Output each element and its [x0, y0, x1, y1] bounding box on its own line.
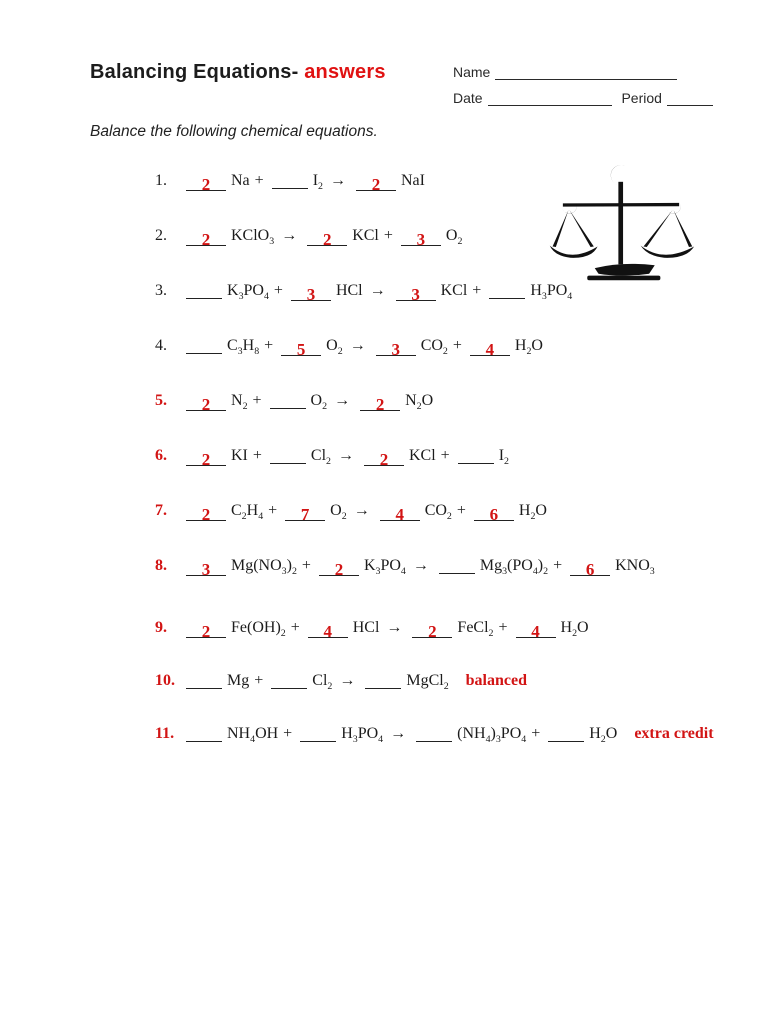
answer-blank: [416, 725, 452, 742]
subscript: 2: [530, 511, 536, 523]
subscript: 3: [352, 734, 358, 746]
answer-blank: [360, 394, 400, 414]
answer-value: 3: [391, 340, 400, 359]
instruction-text: Balance the following chemical equations.: [90, 123, 378, 140]
name-blank-line: [495, 79, 677, 80]
subscript: 3: [502, 566, 508, 578]
answer-blank: [186, 559, 226, 579]
answer-value: 3: [416, 230, 426, 249]
subscript: 4: [263, 291, 269, 303]
subscript: 2: [322, 401, 328, 413]
subscript: 4: [521, 734, 527, 746]
answer-blank: [458, 447, 494, 464]
answer-blank: [281, 339, 321, 359]
chemical-formula: $C_2H_4$: [231, 502, 264, 523]
chemical-formula: $N_2O$: [405, 392, 434, 413]
page-title: [90, 61, 386, 84]
arrow-operator: →: [339, 672, 356, 689]
chemical-formula: KCl: [352, 227, 379, 244]
plus-operator: +: [273, 282, 283, 299]
chemical-formula: $K_3PO_4$: [363, 557, 406, 578]
equation-number: 4.: [155, 337, 167, 354]
subscript: 2: [416, 401, 422, 413]
answer-blank: [186, 449, 226, 469]
subscript: 3: [375, 566, 381, 578]
plus-operator: +: [456, 502, 466, 519]
chemical-formula: $H_2O$: [518, 502, 547, 523]
plus-operator: +: [290, 619, 300, 636]
answer-value: 2: [201, 230, 211, 249]
subscript: 2: [446, 511, 452, 523]
answer-blank: [365, 672, 401, 689]
answer-blank: [412, 621, 452, 641]
answer-blank: [186, 504, 226, 524]
answer-blank: [364, 449, 404, 469]
date-period-row: [453, 90, 719, 116]
answer-blank: [308, 621, 348, 641]
plus-operator: +: [252, 392, 262, 409]
chemical-formula: $H_3PO_4$: [341, 725, 384, 746]
equation-row: [155, 670, 715, 692]
plus-operator: +: [472, 282, 482, 299]
name-row: [453, 64, 719, 90]
equation-body: [182, 280, 573, 302]
plus-operator: +: [452, 337, 462, 354]
answer-blank: [186, 337, 222, 354]
answer-blank: [271, 672, 307, 689]
plus-operator: +: [440, 447, 450, 464]
chemical-formula: HCl: [352, 619, 380, 636]
answer-blank: [470, 339, 510, 359]
answer-blank: [186, 282, 222, 299]
answer-blank: [376, 339, 416, 359]
chemical-formula: KCl: [409, 447, 436, 464]
chemical-formula: Mg: [227, 672, 250, 689]
answer-blank: [272, 172, 308, 189]
equation-row: [155, 500, 715, 522]
plus-operator: +: [268, 502, 278, 519]
equation-row: [155, 617, 715, 639]
equation-body: [182, 335, 544, 357]
answer-blank: [489, 282, 525, 299]
subscript: 4: [258, 511, 264, 523]
equation-row: [155, 445, 715, 467]
answer-value: 2: [322, 230, 332, 249]
equation-number: 11.: [155, 725, 175, 742]
answer-blank: [270, 447, 306, 464]
subscript: 3: [238, 291, 244, 303]
equation-body: [182, 500, 548, 522]
subscript: 2: [600, 734, 606, 746]
equation-body: [182, 225, 463, 247]
equation-body: [182, 445, 510, 467]
answer-value: 3: [201, 560, 211, 579]
equation-number: 9.: [155, 619, 167, 636]
subscript: 2: [337, 346, 343, 358]
chemical-formula: KClO$_3$: [231, 227, 275, 248]
equation-row: [155, 335, 715, 357]
plus-operator: +: [254, 172, 264, 189]
date-label: Date: [453, 90, 483, 106]
subscript: 2: [543, 566, 549, 578]
subscript: 4: [485, 734, 491, 746]
subscript: 3: [237, 346, 243, 358]
arrow-operator: →: [369, 282, 386, 299]
equation-note: extra credit: [634, 725, 714, 742]
equation-number: 10.: [155, 672, 175, 689]
equation-row: [155, 225, 715, 247]
arrow-operator: →: [390, 725, 407, 742]
subscript: 3: [649, 566, 655, 578]
chemical-formula: $I_2$: [498, 447, 509, 468]
answer-blank: [291, 284, 331, 304]
equation-note: balanced: [465, 672, 527, 689]
equation-body: [182, 555, 656, 577]
chemical-formula: $Mg(NO_3)_2$: [231, 557, 297, 578]
equation-body: [182, 390, 434, 412]
subscript: 2: [526, 346, 532, 358]
subscript: 4: [567, 291, 573, 303]
equation-body: [182, 617, 590, 639]
equation-number: 3.: [155, 282, 167, 299]
arrow-operator: →: [412, 557, 429, 574]
subscript: 2: [327, 681, 333, 693]
subscript: 2: [242, 401, 248, 413]
equation-body: [182, 723, 714, 745]
answer-blank: [396, 284, 436, 304]
equation-row: [155, 170, 715, 192]
subscript: 4: [378, 734, 384, 746]
name-label: Name: [453, 64, 491, 80]
chemical-formula: $H_2O$: [560, 619, 589, 640]
equation-number: 6.: [155, 447, 167, 464]
subscript: 4: [532, 566, 538, 578]
chemical-formula: $Cl_2$: [312, 672, 333, 693]
subscript: 3: [281, 566, 287, 578]
answer-blank: [570, 559, 610, 579]
answer-value: 4: [323, 622, 332, 641]
answer-blank: [307, 229, 347, 249]
equation-number: 8.: [155, 557, 167, 574]
plus-operator: +: [254, 672, 264, 689]
subscript: 2: [488, 628, 494, 640]
answer-blank: [285, 504, 325, 524]
chemical-formula: $N_2$: [231, 392, 248, 413]
answer-blank: [186, 672, 222, 689]
answer-blank: [401, 229, 441, 249]
chemical-formula: $K_3PO_4$: [227, 282, 269, 303]
arrow-operator: →: [349, 337, 366, 354]
answer-value: 5: [296, 340, 306, 359]
subscript: 2: [457, 236, 463, 248]
answer-value: 2: [201, 175, 211, 194]
chemical-formula: $CO_2$: [420, 337, 448, 358]
subscript: 3: [495, 734, 501, 746]
answer-blank: [186, 621, 226, 641]
page-title-main: Balancing Equations-: [90, 61, 299, 83]
subscript: 2: [504, 456, 509, 468]
chemical-formula: NaI: [400, 172, 425, 189]
answer-value: 2: [379, 450, 389, 469]
answer-value: 4: [395, 505, 404, 524]
arrow-operator: →: [281, 227, 298, 244]
period-blank-line: [667, 105, 713, 106]
plus-operator: +: [301, 557, 311, 574]
answer-blank: [319, 559, 359, 579]
chemical-formula: HCl: [335, 282, 363, 299]
answer-value: 3: [306, 285, 316, 304]
chemical-formula: $C_3H_8$: [227, 337, 260, 358]
chemical-formula: $H_3PO_4$: [530, 282, 573, 303]
answer-value: 2: [371, 175, 381, 194]
answer-value: 2: [201, 505, 211, 524]
arrow-operator: →: [386, 619, 403, 636]
chemical-formula: $(NH_4)_3PO_4$: [457, 725, 527, 746]
chemical-formula: $O_2$: [310, 392, 328, 413]
subscript: 2: [572, 628, 578, 640]
arrow-operator: →: [334, 392, 351, 409]
answer-blank: [380, 504, 420, 524]
answer-blank: [516, 621, 556, 641]
answer-blank: [186, 725, 222, 742]
subscript: 3: [541, 291, 547, 303]
equation-row: [155, 723, 715, 745]
arrow-operator: →: [338, 447, 354, 464]
plus-operator: +: [553, 557, 563, 574]
page-title-answers: answers: [304, 61, 386, 83]
answer-value: 6: [585, 560, 595, 579]
subscript: 3: [269, 236, 275, 248]
equation-list: [155, 170, 715, 745]
equation-row: [155, 280, 715, 302]
answer-value: 2: [201, 395, 211, 414]
equation-number: 5.: [155, 392, 167, 409]
answer-value: 2: [428, 622, 437, 641]
answer-blank: [474, 504, 514, 524]
answer-value: 2: [334, 560, 344, 579]
chemical-formula: KI: [231, 447, 248, 464]
chemical-formula: $I_2$: [312, 172, 323, 193]
equation-number: 1.: [155, 172, 167, 189]
chemical-formula: MgCl$_2$: [406, 672, 449, 693]
equation-row: [155, 555, 715, 577]
answer-value: 4: [485, 340, 495, 359]
answer-blank: [300, 725, 336, 742]
subscript: 2: [291, 566, 297, 578]
arrow-operator: →: [329, 172, 346, 189]
subscript: 2: [341, 511, 347, 523]
chemical-formula: KCl: [440, 282, 468, 299]
plus-operator: +: [383, 227, 393, 244]
chemical-formula: $CO_2$: [424, 502, 452, 523]
answer-value: 3: [411, 285, 420, 304]
plus-operator: +: [283, 725, 293, 742]
answer-blank: [356, 174, 396, 194]
subscript: 2: [318, 181, 323, 193]
plus-operator: +: [252, 447, 262, 464]
subscript: 2: [443, 681, 449, 693]
subscript: 4: [250, 734, 256, 746]
chemical-formula: $Cl_2$: [310, 447, 331, 468]
chemical-formula: Na: [231, 172, 250, 189]
subscript: 2: [241, 511, 247, 523]
answer-blank: [186, 394, 226, 414]
answer-value: 2: [201, 450, 211, 469]
chemical-formula: $Mg_3(PO_4)_2$: [479, 557, 549, 578]
answer-value: 7: [300, 505, 310, 524]
equation-body: [182, 170, 426, 192]
plus-operator: +: [531, 725, 541, 742]
equation-number: 7.: [155, 502, 167, 519]
chemical-formula: FeCl$_2$: [457, 619, 494, 640]
period-label: Period: [621, 90, 662, 106]
subscript: 2: [326, 456, 331, 468]
equation-row: [155, 390, 715, 412]
chemical-formula: $H_2O$: [589, 725, 618, 746]
chemical-formula: $O_2$: [330, 502, 347, 523]
chemical-formula: $O_2$: [445, 227, 463, 248]
arrow-operator: →: [353, 502, 370, 519]
subscript: 2: [280, 628, 286, 640]
chemical-formula: $O_2$: [326, 337, 343, 358]
subscript: 2: [442, 346, 448, 358]
subscript: 8: [254, 346, 260, 358]
subscript: 4: [400, 566, 406, 578]
answer-value: 6: [489, 505, 499, 524]
answer-blank: [186, 174, 226, 194]
answer-blank: [186, 229, 226, 249]
answer-blank: [548, 725, 584, 742]
chemical-formula: $NH_4OH$: [227, 725, 279, 746]
name-date-block: [453, 64, 719, 116]
date-blank-line: [488, 105, 612, 106]
chemical-formula: $H_2O$: [514, 337, 543, 358]
plus-operator: +: [264, 337, 274, 354]
chemical-formula: $KNO_3$: [615, 557, 655, 578]
chemical-formula: $Fe(OH)_2$: [231, 619, 286, 640]
answer-value: 4: [531, 622, 540, 641]
equation-body: [182, 670, 527, 692]
answer-value: 2: [201, 622, 211, 641]
answer-blank: [270, 392, 306, 409]
plus-operator: +: [498, 619, 508, 636]
equation-number: 2.: [155, 227, 167, 244]
answer-blank: [439, 557, 475, 574]
answer-value: 2: [375, 395, 385, 414]
